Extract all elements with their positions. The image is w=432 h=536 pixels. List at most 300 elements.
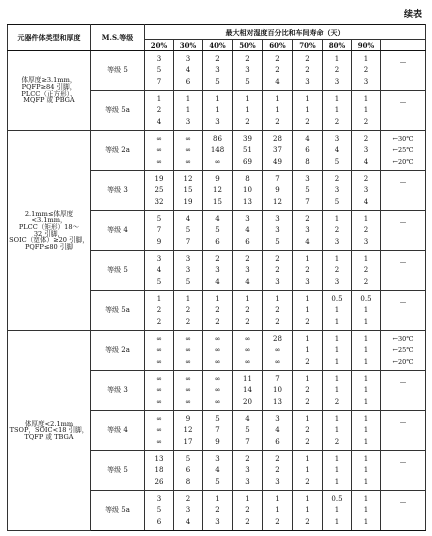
floor-life-value: 17 <box>183 437 193 446</box>
floor-life-value: 1 <box>363 466 369 474</box>
floor-life-value: ∞ <box>244 334 251 343</box>
floor-life-value: 1 <box>275 494 280 503</box>
floor-life-value: 1 <box>334 426 340 434</box>
floor-life-cell <box>352 51 381 91</box>
floor-life-value: 2 <box>245 506 250 514</box>
floor-life-value: 6 <box>156 517 162 526</box>
floor-life-value: 15 <box>213 197 222 206</box>
floor-life-value: ∞ <box>156 334 162 343</box>
floor-life-value: ∞ <box>156 386 162 394</box>
floor-life-cell <box>145 131 174 171</box>
floor-life-value: 3 <box>156 254 162 263</box>
temperature-note-cell <box>381 251 426 291</box>
ms-level-cell: 等级 5 <box>91 451 145 491</box>
floor-life-value: 1 <box>363 386 369 394</box>
ms-level-cell: 等级 3 <box>91 371 145 411</box>
floor-life-value: 3 <box>363 237 369 246</box>
floor-life-cell <box>293 171 323 211</box>
floor-life-value: 5 <box>245 77 250 86</box>
floor-life-value: 1 <box>334 306 340 314</box>
floor-life-cell <box>323 51 352 91</box>
floor-life-value: 4 <box>275 77 280 86</box>
floor-life-value: 2 <box>245 517 250 526</box>
floor-life-value: 3 <box>245 477 250 486</box>
floor-life-value: ∞ <box>185 357 191 366</box>
floor-life-value: 28 <box>273 334 282 343</box>
floor-life-value: 5 <box>275 237 280 246</box>
ms-level-cell: 等级 4 <box>91 411 145 451</box>
floor-life-cell <box>203 331 233 371</box>
header-rh-90: 90% <box>352 40 381 51</box>
floor-life-cell <box>323 171 352 211</box>
floor-life-value: ∞ <box>156 357 162 366</box>
floor-life-value: 2 <box>275 54 280 63</box>
floor-life-cell <box>174 51 203 91</box>
header-rh-40: 40% <box>203 40 233 51</box>
floor-life-value: 5 <box>185 277 191 286</box>
floor-life-value: 4 <box>245 414 250 423</box>
floor-life-value: 1 <box>334 374 340 383</box>
ms-level-cell: 等级 2a <box>91 331 145 371</box>
floor-life-value: 4 <box>156 117 162 126</box>
floor-life-value: 4 <box>215 277 220 286</box>
floor-life-value: 2 <box>275 266 280 274</box>
floor-life-cell <box>263 211 293 251</box>
floor-life-value: 3 <box>305 226 310 234</box>
ms-level-cell: 等级 2a <box>91 131 145 171</box>
package-type-line: PQFP≤80 引脚 <box>24 242 74 251</box>
header-rh-30: 30% <box>174 40 203 51</box>
floor-life-cell <box>233 371 263 411</box>
floor-life-value: ∞ <box>244 357 251 366</box>
floor-life-value: 5 <box>215 414 220 423</box>
floor-life-value: 1 <box>305 306 310 314</box>
floor-life-value: 3 <box>305 277 310 286</box>
floor-life-cell <box>263 451 293 491</box>
temperature-note-cell <box>381 51 426 91</box>
floor-life-value: 3 <box>245 214 250 223</box>
floor-life-value: 37 <box>273 146 282 154</box>
floor-life-cell <box>352 251 381 291</box>
floor-life-cell <box>323 451 352 491</box>
package-type-line: 32 引脚， <box>33 229 65 238</box>
floor-life-value: 1 <box>305 334 310 343</box>
floor-life-value: 2 <box>334 437 340 446</box>
floor-life-value: 13 <box>273 397 282 406</box>
floor-life-cell <box>174 331 203 371</box>
floor-life-value: 2 <box>305 517 310 526</box>
floor-life-value: 1 <box>185 94 191 103</box>
floor-life-value: 2 <box>305 397 310 406</box>
floor-life-value: 1 <box>334 357 340 366</box>
floor-life-value: 2 <box>305 437 310 446</box>
floor-life-value: 2 <box>305 66 310 74</box>
floor-life-value: 5 <box>156 66 162 74</box>
floor-life-cell <box>174 411 203 451</box>
floor-life-value: 49 <box>273 157 282 166</box>
floor-life-value: 6 <box>215 237 220 246</box>
floor-life-cell <box>145 451 174 491</box>
floor-life-value: 3 <box>363 77 369 86</box>
floor-life-value: 2 <box>363 266 369 274</box>
floor-life-cell <box>323 251 352 291</box>
floor-life-value: 3 <box>215 454 220 463</box>
floor-life-value: ∞ <box>156 146 162 154</box>
floor-life-value: 3 <box>185 266 191 274</box>
header-rh-60: 60% <box>263 40 293 51</box>
temperature-note: — <box>399 458 407 467</box>
floor-life-value: 3 <box>275 214 280 223</box>
temperature-note-cell <box>381 91 426 131</box>
floor-life-value: 7 <box>275 174 280 183</box>
temperature-note: — <box>399 58 407 67</box>
floor-life-value: ∞ <box>156 397 162 406</box>
floor-life-value: 3 <box>245 266 250 274</box>
floor-life-value: 3 <box>215 117 220 126</box>
floor-life-value: 2 <box>334 266 340 274</box>
floor-life-value: 2 <box>185 494 191 503</box>
floor-life-value: 1 <box>245 494 250 503</box>
floor-life-value: 4 <box>363 157 369 166</box>
floor-life-value: ∞ <box>244 346 251 354</box>
floor-life-value: 3 <box>275 414 280 423</box>
floor-life-value: 1 <box>363 426 369 434</box>
floor-life-cell <box>174 451 203 491</box>
temperature-note-cell <box>381 131 426 171</box>
temperature-note: — <box>399 258 407 267</box>
floor-life-value: 26 <box>154 477 164 486</box>
floor-life-value: 2 <box>275 517 280 526</box>
floor-life-value: 1 <box>275 106 280 114</box>
floor-life-value: 1 <box>334 414 340 423</box>
floor-life-cell <box>293 251 323 291</box>
floor-life-value: 1 <box>363 437 369 446</box>
floor-life-value: 4 <box>275 426 280 434</box>
floor-life-cell <box>174 91 203 131</box>
floor-life-value: 2 <box>363 226 369 234</box>
floor-life-value: ∞ <box>185 346 191 354</box>
floor-life-value: 5 <box>185 226 191 234</box>
floor-life-value: 3 <box>185 54 191 63</box>
floor-life-value: 1 <box>334 466 340 474</box>
floor-life-value: 7 <box>156 226 162 234</box>
floor-life-value: 6 <box>245 237 250 246</box>
ms-level-cell: 等级 5a <box>91 491 145 531</box>
floor-life-value: 1 <box>245 106 250 114</box>
floor-life-value: 2 <box>185 317 191 326</box>
floor-life-value: 3 <box>334 77 340 86</box>
floor-life-value: ∞ <box>156 414 162 423</box>
floor-life-value: 5 <box>156 214 162 223</box>
floor-life-value: ∞ <box>156 426 162 434</box>
floor-life-cell <box>203 51 233 91</box>
floor-life-value: ∞ <box>156 157 162 166</box>
floor-life-cell <box>233 211 263 251</box>
floor-life-cell <box>233 491 263 531</box>
floor-life-value: 1 <box>363 506 369 514</box>
package-type-line: PQFP≥84 引脚， <box>21 82 77 91</box>
floor-life-cell <box>174 211 203 251</box>
floor-life-value: 1 <box>363 477 369 486</box>
temperature-note-cell <box>381 291 426 331</box>
floor-life-value: 1 <box>275 506 280 514</box>
floor-life-cell <box>233 251 263 291</box>
temperature-note-cell <box>381 411 426 451</box>
floor-life-value: ∞ <box>156 437 162 446</box>
floor-life-value: 4 <box>156 266 162 274</box>
floor-life-cell <box>145 331 174 371</box>
floor-life-value: 1 <box>305 454 310 463</box>
floor-life-value: 2 <box>275 117 280 126</box>
floor-life-value: 2 <box>245 306 250 314</box>
floor-life-cell <box>145 251 174 291</box>
header-rh-80: 80% <box>323 40 352 51</box>
floor-life-cell <box>233 51 263 91</box>
header-component-type: 元器件体类型和厚度 <box>8 25 91 51</box>
floor-life-value: 4 <box>363 197 369 206</box>
floor-life-value: 3 <box>334 277 340 286</box>
package-type-line: TSOP，SOIC<18 引脚， <box>9 426 89 435</box>
table-row <box>8 51 426 91</box>
floor-life-value: 5 <box>215 477 220 486</box>
floor-life-cell <box>203 291 233 331</box>
package-type-line: TQFP 或 TBGA <box>24 432 74 441</box>
floor-life-value: 1 <box>215 106 220 114</box>
floor-life-value: 2 <box>275 317 280 326</box>
floor-life-value: ∞ <box>156 134 162 143</box>
floor-life-value: 6 <box>275 437 280 446</box>
temperature-note: — <box>399 98 407 107</box>
floor-life-value: 5 <box>334 197 340 206</box>
floor-life-value: ∞ <box>274 346 281 354</box>
floor-life-cell <box>263 371 293 411</box>
floor-life-value: 2 <box>334 66 340 74</box>
floor-life-value: 3 <box>334 186 340 194</box>
floor-life-value: ∞ <box>185 146 191 154</box>
floor-life-value: 2 <box>156 317 162 326</box>
floor-life-cell <box>293 51 323 91</box>
floor-life-value: 2 <box>156 306 162 314</box>
floor-life-value: ∞ <box>214 334 221 343</box>
floor-life-value: 1 <box>334 506 340 514</box>
table-row <box>8 131 426 171</box>
floor-life-cell <box>174 251 203 291</box>
floor-life-value: 3 <box>305 174 310 183</box>
floor-life-value: 3 <box>275 277 280 286</box>
floor-life-value: 39 <box>243 134 252 143</box>
floor-life-cell <box>352 91 381 131</box>
floor-life-value: 2 <box>215 506 220 514</box>
floor-life-value: 2 <box>305 386 310 394</box>
floor-life-cell <box>263 291 293 331</box>
floor-life-value: 1 <box>334 517 340 526</box>
floor-life-cell <box>145 211 174 251</box>
floor-life-value: 4 <box>245 277 250 286</box>
floor-life-value: 9 <box>215 437 220 446</box>
floor-life-cell <box>174 371 203 411</box>
floor-life-value: 1 <box>215 494 220 503</box>
temperature-note: ←20℃ <box>392 157 414 166</box>
floor-life-value: 28 <box>273 134 282 143</box>
floor-life-cell <box>323 211 352 251</box>
floor-life-value: 1 <box>305 294 310 303</box>
floor-life-value: 1 <box>363 357 369 366</box>
floor-life-value: ∞ <box>156 374 162 383</box>
floor-life-value: 3 <box>334 134 340 143</box>
floor-life-value: 1 <box>363 517 369 526</box>
floor-life-value: 7 <box>245 437 250 446</box>
floor-life-cell <box>145 291 174 331</box>
floor-life-cell <box>293 491 323 531</box>
floor-life-value: 3 <box>275 477 280 486</box>
floor-life-value: 0.5 <box>360 294 372 303</box>
floor-life-value: 3 <box>156 54 162 63</box>
floor-life-cell <box>203 491 233 531</box>
floor-life-value: 1 <box>185 294 191 303</box>
floor-life-value: 19 <box>154 174 164 183</box>
ms-level-cell: 等级 5a <box>91 291 145 331</box>
floor-life-cell <box>233 451 263 491</box>
floor-life-cell <box>293 451 323 491</box>
floor-life-value: 3 <box>185 254 191 263</box>
floor-life-value: 2 <box>275 66 280 74</box>
floor-life-value: 13 <box>243 197 252 206</box>
floor-life-value: 1 <box>334 334 340 343</box>
floor-life-value: 1 <box>334 106 340 114</box>
floor-life-value: 12 <box>183 426 193 434</box>
temperature-note-cell <box>381 331 426 371</box>
floor-life-cell <box>293 331 323 371</box>
floor-life-value: 8 <box>245 174 250 183</box>
floor-life-value: 7 <box>305 197 310 206</box>
floor-life-cell <box>293 211 323 251</box>
floor-life-value: 1 <box>363 397 369 406</box>
floor-life-value: 5 <box>185 454 191 463</box>
floor-life-value: 1 <box>334 94 340 103</box>
floor-life-value: 32 <box>154 197 164 206</box>
floor-life-value: 2 <box>215 254 220 263</box>
header-ms-level: M.S.等级 <box>91 25 145 51</box>
floor-life-value: 1 <box>185 106 191 114</box>
package-type-line: 体厚度≥3.1mm， <box>21 76 77 85</box>
floor-life-value: 5 <box>245 426 250 434</box>
floor-life-value: 6 <box>185 77 191 86</box>
floor-life-value: 2 <box>245 117 250 126</box>
floor-life-value: 3 <box>215 517 220 526</box>
floor-life-value: 1 <box>245 294 250 303</box>
floor-life-cell <box>145 371 174 411</box>
floor-life-value: 2 <box>245 317 250 326</box>
floor-life-cell <box>293 291 323 331</box>
floor-life-value: 1 <box>245 94 250 103</box>
floor-life-value: 25 <box>154 186 164 194</box>
temperature-note-cell <box>381 491 426 531</box>
floor-life-cell <box>233 411 263 451</box>
floor-life-value: ∞ <box>214 346 221 354</box>
floor-life-value: 2 <box>245 254 250 263</box>
floor-life-value: 2 <box>363 66 369 74</box>
floor-life-value: 3 <box>215 266 220 274</box>
package-type-line: SOIC（宽体）≥20 引脚， <box>9 236 89 245</box>
floor-life-cell <box>293 91 323 131</box>
floor-life-value: ∞ <box>214 157 221 166</box>
temperature-note: — <box>399 178 407 187</box>
ms-level-cell: 等级 4 <box>91 211 145 251</box>
floor-life-cell <box>145 491 174 531</box>
floor-life-cell <box>233 291 263 331</box>
floor-life-value: 1 <box>363 214 369 223</box>
floor-life-value: 1 <box>363 94 369 103</box>
floor-life-value: 19 <box>183 197 193 206</box>
floor-life-value: 1 <box>305 94 310 103</box>
floor-life-value: 5 <box>215 226 220 234</box>
floor-life-value: 69 <box>243 157 252 166</box>
header-rh-50: 50% <box>233 40 263 51</box>
floor-life-cell <box>323 91 352 131</box>
floor-life-value: 3 <box>363 146 369 154</box>
floor-life-cell <box>352 171 381 211</box>
floor-life-value: 2 <box>275 466 280 474</box>
floor-life-value: 1 <box>363 374 369 383</box>
floor-life-value: 12 <box>213 186 222 194</box>
floor-life-cell <box>203 131 233 171</box>
floor-life-cell <box>352 371 381 411</box>
floor-life-value: 148 <box>210 146 225 154</box>
package-type-cell <box>8 331 91 531</box>
floor-life-value: 2 <box>363 174 369 183</box>
floor-life-value: 2 <box>156 106 162 114</box>
floor-life-value: 2 <box>215 54 220 63</box>
floor-life-value: 1 <box>334 454 340 463</box>
floor-life-cell <box>174 291 203 331</box>
floor-life-value: 3 <box>245 466 250 474</box>
floor-life-value: 1 <box>305 346 310 354</box>
floor-life-cell <box>263 91 293 131</box>
floor-life-value: 1 <box>305 494 310 503</box>
floor-life-value: 15 <box>183 186 193 194</box>
floor-life-value: 2 <box>334 117 340 126</box>
floor-life-value: 1 <box>305 414 310 423</box>
floor-life-value: 2 <box>363 117 369 126</box>
floor-life-cell <box>203 171 233 211</box>
floor-life-value: ∞ <box>185 134 191 143</box>
floor-life-value: 8 <box>185 477 191 486</box>
continued-label: 续表 <box>403 10 422 20</box>
floor-life-value: 2 <box>334 397 340 406</box>
floor-life-value: 9 <box>275 186 280 194</box>
floor-life-cell <box>174 171 203 211</box>
floor-life-value: 2 <box>363 134 369 143</box>
floor-life-value: 2 <box>305 357 310 366</box>
floor-life-value: 4 <box>334 146 340 154</box>
temperature-note: ←25℃ <box>392 146 414 155</box>
floor-life-value: 2 <box>305 477 310 486</box>
package-type-line: PLCC（矩形）18～ <box>18 222 80 231</box>
floor-life-value: 3 <box>275 226 280 234</box>
floor-life-cell <box>352 131 381 171</box>
floor-life-value: ∞ <box>185 386 191 394</box>
floor-life-cell <box>323 331 352 371</box>
floor-life-value: 7 <box>275 374 280 383</box>
floor-life-cell <box>233 171 263 211</box>
floor-life-value: 13 <box>154 454 164 463</box>
temperature-note: — <box>399 378 407 387</box>
ms-level-cell: 等级 5a <box>91 91 145 131</box>
floor-life-value: 1 <box>305 466 310 474</box>
header-note <box>381 40 426 51</box>
floor-life-value: 2 <box>305 317 310 326</box>
floor-life-cell <box>352 491 381 531</box>
